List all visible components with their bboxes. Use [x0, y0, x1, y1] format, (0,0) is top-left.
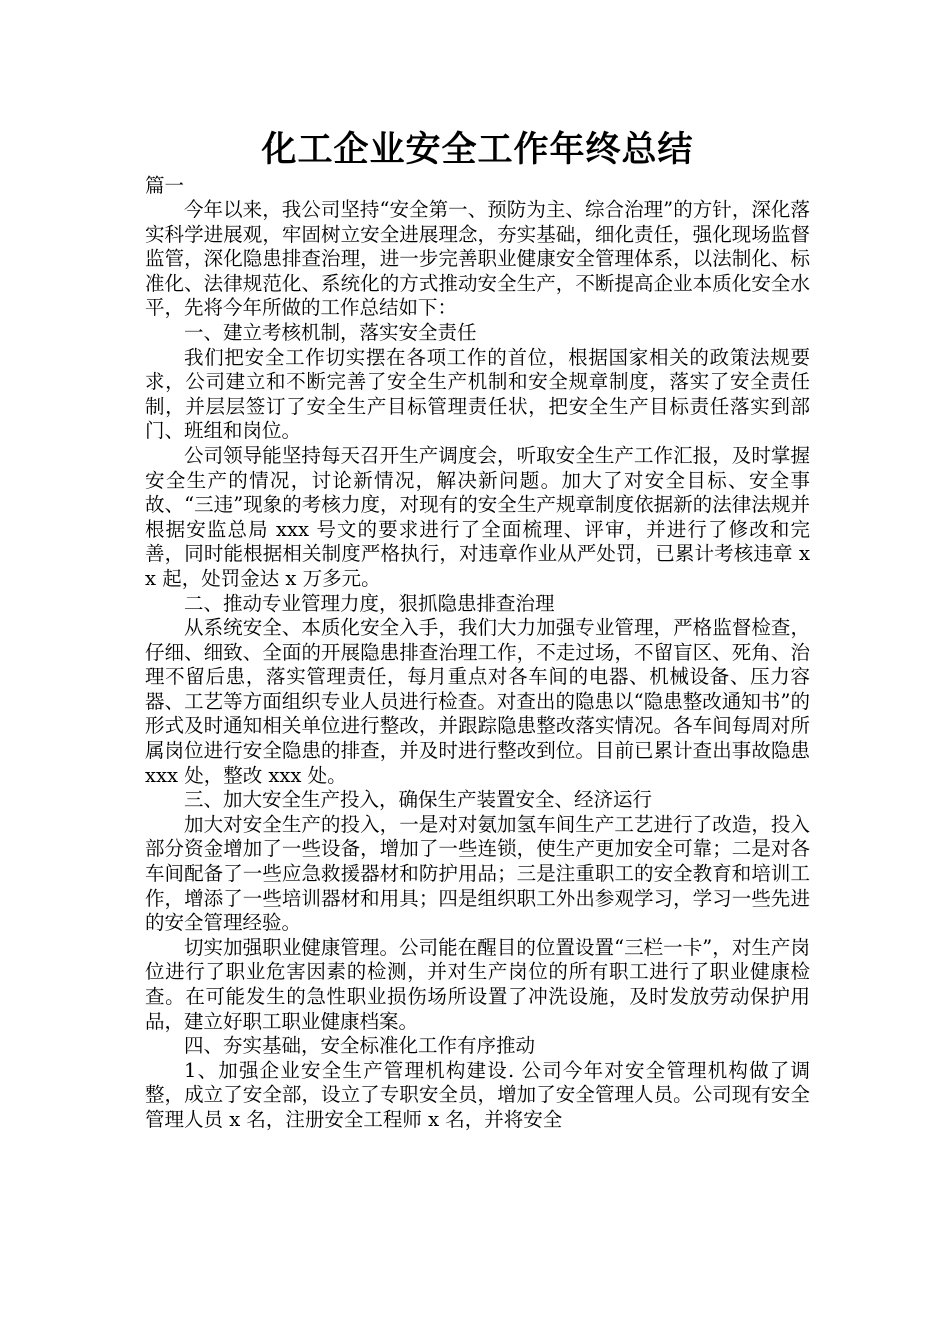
heading-section-4: 四、夯实基础，安全标准化工作有序推动 [184, 1034, 536, 1058]
paragraph: 1、加强企业安全生产管理机构建设. 公司今年对安全管理机构做了调整，成立了安全部，设立了专职安全员，增加了安全管理人员。公司现有安全管理人员 x 名，注册安全工程师 x 名，并将安全 [145, 1058, 810, 1131]
heading-section-2: 二、推动专业管理力度，狠抓隐患排查治理 [184, 591, 555, 615]
paragraph: 公司领导能坚持每天召开生产调度会，听取安全生产工作汇报，及时掌握安全生产的情况，讨论新情况，解决新问题。加大了对安全目标、安全事故、“三违”现象的考核力度，对现有的安全生产规章制度依据新的法律法规并根据安监总局 xxx 号文的要求进行了全面梳理、评审，并进行了修改和完善，同时能根据相关制度严格执行，对违章作业从严处罚，已累计考核违章 xx 起，处罚金达 x 万多元。 [145, 443, 810, 590]
heading-section-1: 一、建立考核机制，落实安全责任 [184, 320, 477, 344]
paragraph: 从系统安全、本质化安全入手，我们大力加强专业管理，严格监督检查，仔细、细致、全面的开展隐患排查治理工作，不走过场，不留盲区、死角、治理不留后患，落实管理责任，每月重点对各车间的电器、机械设备、压力容器、工艺等方面组织专业人员进行检查。对查出的隐患以“隐患整改通知书”的形式及时通知相关单位进行整改，并跟踪隐患整改落实情况。各车间每周对所属岗位进行安全隐患的排查，并及时进行整改到位。目前已累计查出事故隐患 xxx 处，整改 xxx 处。 [145, 616, 810, 787]
document-page [145, 128, 810, 1133]
paragraph: 加大对安全生产的投入，一是对对氨加氢车间生产工艺进行了改造，投入部分资金增加了一些设备，增加了一些连锁，使生产更加安全可靠；二是对各车间配备了一些应急救援器材和防护用品；三是注重职工的安全教育和培训工作，增添了一些培训器材和用具；四是组织职工外出参观学习，学习一些先进的安全管理经验。 [145, 812, 810, 935]
paragraph: 我们把安全工作切实摆在各项工作的首位，根据国家相关的政策法规要求，公司建立和不断完善了安全生产机制和安全规章制度，落实了安全责任制，并层层签订了安全生产目标管理责任状，把安全生产目标责任落实到部门、班组和岗位。 [145, 345, 810, 443]
section-label: 篇一 [145, 174, 185, 197]
heading-section-3: 三、加大安全生产投入，确保生产装置安全、经济运行 [184, 788, 653, 812]
paragraph: 切实加强职业健康管理。公司能在醒目的位置设置“三栏一卡”，对生产岗位进行了职业危害因素的检测，并对生产岗位的所有职工进行了职业健康检查。在可能发生的急性职业损伤场所设置了冲洗设施，及时发放劳动保护用品，建立好职工职业健康档案。 [145, 935, 810, 1033]
document-title: 化工企业安全工作年终总结 [261, 130, 694, 170]
paragraph-intro: 今年以来，我公司坚持“安全第一、预防为主、综合治理”的方针，深化落实科学进展观，牢固树立安全进展理念，夯实基础，细化责任，强化现场监督监管，深化隐患排查治理，进一步完善职业健康安全管理体系，以法制化、标准化、法律规范化、系统化的方式推动安全生产，不断提高企业本质化安全水平，先将今年所做的工作总结如下： [145, 198, 810, 320]
